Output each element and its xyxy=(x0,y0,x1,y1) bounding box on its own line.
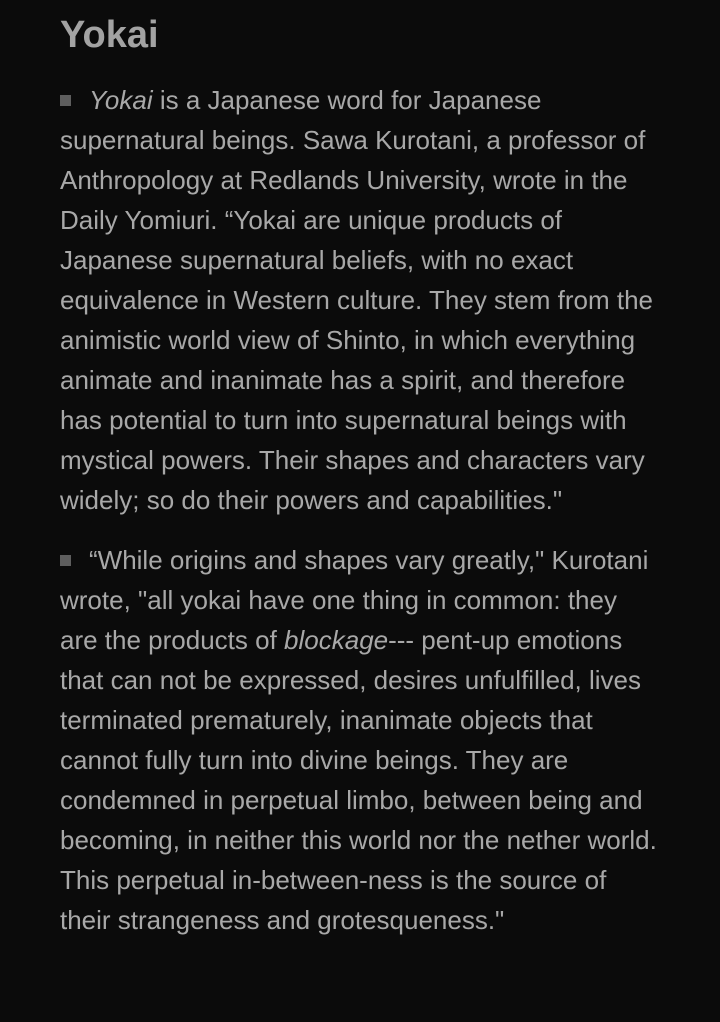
square-bullet-icon xyxy=(60,95,71,106)
paragraph-2-italic: blockage xyxy=(284,625,389,655)
page-title: Yokai xyxy=(60,14,159,56)
paragraph-2 xyxy=(60,540,660,940)
paragraph-1-lead-italic: Yokai xyxy=(89,85,153,115)
square-bullet-icon xyxy=(60,555,71,566)
paragraph-1-text: is a Japanese word for Japanese supernatural beings. Sawa Kurotani, a professor of Anthropology at Redlands University, wrote in the Daily Yomiuri. “Yokai are unique products of Japanese supernatural beliefs, with no exact equivalence in Western culture. They stem from the animistic world view of Shinto, in which everything animate and inanimate has a spirit, and therefore has potential to turn into supernatural beings with mystical powers. Their shapes and characters vary widely; so do their powers and capabilities." xyxy=(60,85,653,515)
paragraph-1 xyxy=(60,80,660,520)
paragraph-2-text-after: --- pent-up emotions that can not be expressed, desires unfulfilled, lives terminated prematurely, inanimate objects that cannot fully turn into divine beings. They are condemned in perpetual limbo, between being and becoming, in neither this world nor the nether world. This perpetual in-between-ness is the source of their strangeness and grotesqueness." xyxy=(60,625,657,935)
paragraph-2-text-before: “While origins and shapes vary greatly," Kurotani wrote, "all yokai have one thing in common: they are the products of xyxy=(60,545,649,655)
